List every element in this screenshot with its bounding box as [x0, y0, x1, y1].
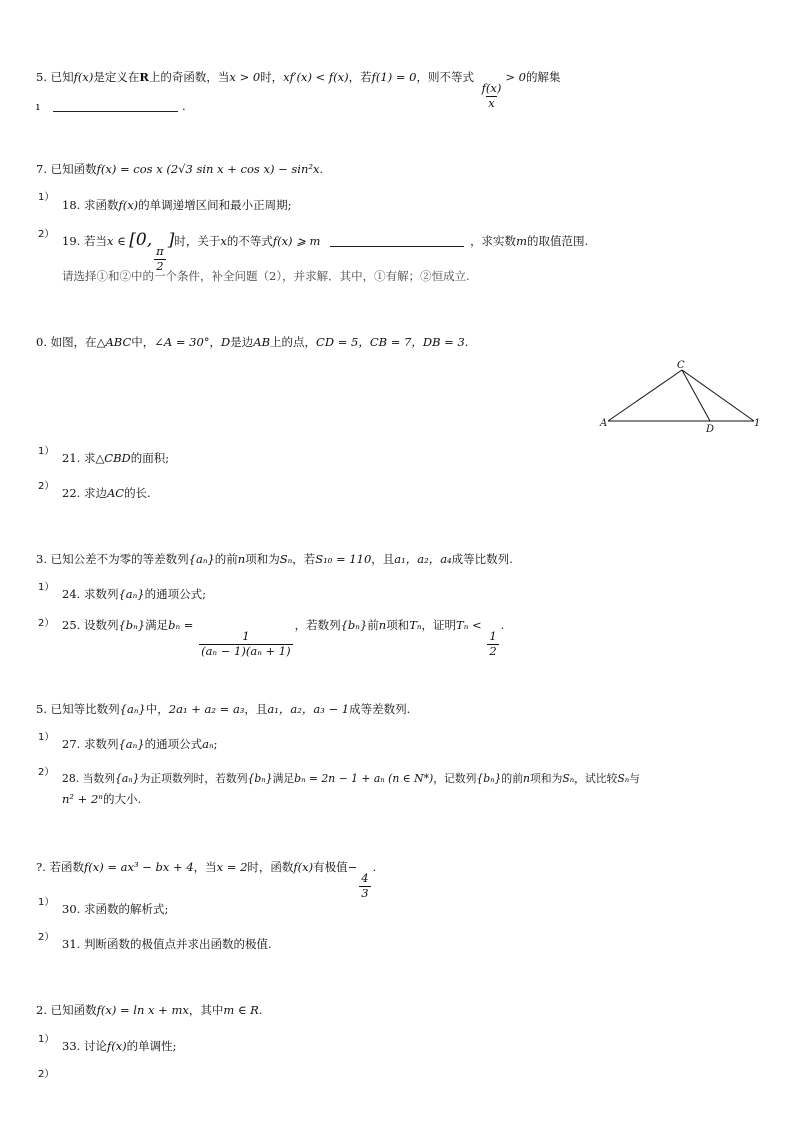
question-number: ?.: [36, 860, 46, 874]
question-28-line2: n² + 2ⁿ的大小.: [62, 792, 142, 806]
question-number: 28.: [62, 772, 80, 785]
segment-CD: [682, 370, 710, 421]
question-number: 30.: [62, 902, 81, 916]
question-16-stem: 5. 已知f(x)是定义在R上的奇函数，当x > 0时，xf′(x) < f(x)，若f(1) = 0，则不等式 $\frac{f(x)}{x}$ > 0的解集: [36, 70, 561, 110]
question-number: 31.: [62, 937, 81, 951]
question-number: 24.: [62, 587, 81, 601]
question-16-answer-line: ı .: [36, 99, 186, 113]
segment-CB: [682, 370, 754, 421]
question-28-line1: 28. 当数列{aₙ}为正项数列时，若数列{bₙ}满足bₙ = 2n − 1 + aₙ (n ∈ N*)，记数列{bₙ}的前n项和为Sₙ，试比较Sₙ与: [62, 772, 640, 785]
question-20-stem: 0. 如图，在△ABC中，∠A = 30°，D是边AB上的点，CD = 5，CB = 7，DB = 3.: [36, 335, 469, 349]
question-17-stem: 7. 已知函数f(x) = cos x (2√3 sin x + cos x) − sin²x.: [36, 162, 324, 176]
question-number: 2.: [36, 1003, 47, 1017]
question-number: 0.: [36, 335, 47, 349]
label-C: C: [677, 360, 685, 371]
fraction-fx-over-x: $\frac{f(x)}{x}$: [481, 81, 502, 110]
subquestion-marker: 2）: [38, 932, 55, 943]
subquestion-marker: 1）: [38, 1034, 55, 1045]
triangle-diagram: [596, 358, 766, 436]
label-B: 1: [754, 418, 761, 429]
answer-blank[interactable]: [53, 100, 178, 112]
question-number: 7.: [36, 162, 47, 176]
question-19-note: 请选择①和②中的一个条件，补全问题（2），并求解．其中，①有解；②恒成立.: [62, 269, 470, 283]
question-number: 27.: [62, 737, 81, 751]
subquestion-marker: 2）: [38, 618, 55, 629]
subquestion-marker: 2）: [38, 481, 55, 492]
question-30: 30. 求函数的解析式;: [62, 902, 169, 916]
question-31: 31. 判断函数的极值点并求出函数的极值.: [62, 937, 272, 951]
subquestion-marker: 1）: [38, 897, 55, 908]
question-24: 24. 求数列{aₙ}的通项公式;: [62, 587, 206, 601]
question-27: 27. 求数列{aₙ}的通项公式aₙ;: [62, 737, 218, 751]
subquestion-marker: 2）: [38, 767, 55, 778]
label-A: A: [600, 418, 608, 429]
question-number: 5.: [36, 702, 47, 716]
subquestion-marker: 1）: [38, 446, 55, 457]
question-22: 22. 求边AC的长.: [62, 486, 151, 500]
question-33: 33. 讨论f(x)的单调性;: [62, 1039, 177, 1053]
question-23-stem: 3. 已知公差不为零的等差数列{aₙ}的前n项和为Sₙ，若S₁₀ = 110，且a₁，a₂，a₄成等比数列.: [36, 552, 513, 566]
subquestion-marker: 2）: [38, 229, 55, 240]
question-21: 21. 求△CBD的面积;: [62, 451, 170, 465]
subquestion-marker: 1）: [38, 732, 55, 743]
question-26-stem: 5. 已知等比数列{aₙ}中，2a₁ + a₂ = a₃，且a₁，a₂，a₃ − 1成等差数列.: [36, 702, 411, 716]
question-32-stem: 2. 已知函数f(x) = ln x + mx，其中m ∈ R.: [36, 1003, 263, 1017]
question-number: 18.: [62, 198, 81, 212]
label-D: D: [706, 424, 715, 435]
question-number: 19.: [62, 234, 81, 248]
question-number: 25.: [62, 618, 81, 632]
question-number: 33.: [62, 1039, 81, 1053]
question-19: 19. 若当x ∈ [0, $\frac{\pi}{2}$ ]时，关于x的不等式f(x) ⩾ m ，求实数m的取值范围.: [62, 230, 589, 273]
question-number: 22.: [62, 486, 81, 500]
subquestion-marker: 1）: [38, 192, 55, 203]
question-number: 3.: [36, 552, 47, 566]
subquestion-marker: 1）: [38, 582, 55, 593]
question-number: 5.: [36, 70, 47, 84]
segment-AC: [608, 370, 682, 421]
question-number: 21.: [62, 451, 81, 465]
answer-blank[interactable]: [330, 235, 464, 247]
question-25: 25. 设数列{bₙ}满足bₙ = $\frac{1}{\text{(aₙ − 1)(aₙ + 1)}}$ ，若数列{bₙ}前n项和Tₙ，证明Tₙ < $\frac{1}{2}$ .: [62, 618, 505, 658]
subquestion-marker: 2）: [38, 1069, 55, 1080]
question-18: 18. 求函数f(x)的单调递增区间和最小正周期;: [62, 198, 292, 212]
question-29-stem: ?. 若函数f(x) = ax³ − bx + 4，当x = 2时，函数f(x)有极值− $\frac{4}{3}$ .: [36, 860, 377, 900]
